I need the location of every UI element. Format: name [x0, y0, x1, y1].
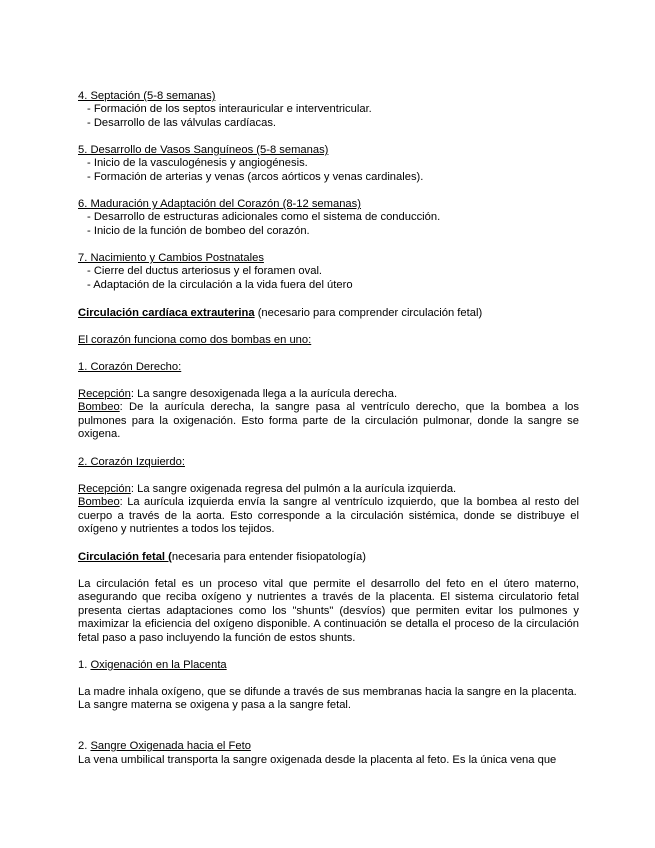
section-heading: 4. Septación (5-8 semanas)	[78, 90, 216, 102]
pump-text: : La aurícula izquierda envía la sangre al ventrículo izquierdo, que la bombea al resto del cuerpo a través de la aorta. Esto corresponde a la circulación sistémica, donde se distribuye el oxígeno y nutrientes a todos los tejidos.	[78, 496, 579, 536]
section-title: Circulación fetal (	[78, 551, 172, 563]
step-title: Sangre Oxigenada hacia el Feto	[90, 740, 251, 752]
reception-text: : La sangre desoxigenada llega a la aurícula derecha.	[130, 388, 398, 400]
step-number: 1.	[78, 659, 91, 671]
section-maturation	[78, 198, 579, 238]
list-item: - Cierre del ductus arteriosus y el foramen oval.	[87, 265, 323, 278]
extrauterine-intro	[78, 334, 579, 347]
fetal-title	[78, 551, 579, 564]
section-vessels	[78, 144, 579, 184]
left-heart-heading	[78, 456, 579, 469]
step-title: Oxigenación en la Placenta	[90, 659, 227, 671]
reception-label: Recepción	[78, 483, 131, 495]
right-heart-heading	[78, 361, 579, 374]
section-heading: 7. Nacimiento y Cambios Postnatales	[78, 252, 264, 264]
list-item: - Adaptación de la circulación a la vida fuera del útero	[87, 278, 353, 291]
section-septation	[78, 90, 579, 130]
pump-text: : De la aurícula derecha, la sangre pasa al ventrículo derecho, que la bombea a los pulmones para la oxigenación. Esto forma parte de la circulación pulmonar, donde la sangre se oxigena.	[78, 401, 579, 441]
reception-label: Recepción	[78, 388, 131, 400]
paragraph: La vena umbilical transporta la sangre oxigenada desde la placenta al feto. Es la única vena que	[78, 754, 557, 766]
subsection-heading: 2. Corazón Izquierdo:	[78, 456, 185, 468]
list-item: - Desarrollo de las válvulas cardíacas.	[87, 116, 277, 129]
list-item: - Desarrollo de estructuras adicionales como el sistema de conducción.	[87, 211, 441, 224]
list-item: - Inicio de la función de bombeo del corazón.	[87, 224, 310, 237]
paragraph: La madre inhala oxígeno, que se difunde a través de sus membranas hacia la sangre en la placenta.	[78, 686, 577, 698]
pump-label: Bombeo	[78, 496, 120, 509]
step2-body	[78, 754, 579, 767]
list-item: - Formación de los septos interauricular e interventricular.	[87, 103, 372, 116]
step2-heading	[78, 740, 579, 753]
extrauterine-title	[78, 307, 579, 320]
right-heart-body	[78, 388, 579, 442]
section-heading: 5. Desarrollo de Vasos Sanguíneos (5-8 semanas)	[78, 144, 329, 156]
fetal-intro	[78, 578, 579, 645]
intro-paragraph: La circulación fetal es un proceso vital que permite el desarrollo del feto en el útero materno, asegurando que reciba oxígeno y nutrientes a través de la placenta. El sistema circulatorio fetal presenta ciertas adaptaciones como los "shunts" (desvíos) que permiten evitar los pulmones y maximizar la eficiencia del oxígeno disponible. A continuación se detalla el proceso de la circulación fetal paso a paso incluyendo la función de estos shunts.	[78, 578, 579, 644]
list-item: - Formación de arterias y venas (arcos aórticos y venas cardinales).	[87, 170, 424, 183]
intro-text: El corazón funciona como dos bombas en uno:	[78, 334, 312, 346]
section-title: Circulación cardíaca extrauterina	[78, 307, 255, 319]
section-heading: 6. Maduración y Adaptación del Corazón (8-12 semanas)	[78, 198, 361, 210]
section-birth	[78, 252, 579, 292]
step-number: 2.	[78, 740, 91, 752]
paragraph: La sangre materna se oxigena y pasa a la sangre fetal.	[78, 699, 352, 712]
left-heart-body	[78, 483, 579, 537]
step1-body	[78, 686, 579, 713]
step1-heading	[78, 659, 579, 672]
subsection-heading: 1. Corazón Derecho:	[78, 361, 182, 373]
pump-label: Bombeo	[78, 401, 120, 414]
list-item: - Inicio de la vasculogénesis y angiogénesis.	[87, 157, 308, 170]
section-subtitle: necesaria para entender fisiopatología)	[171, 551, 366, 563]
section-subtitle: (necesario para comprender circulación fetal)	[254, 307, 483, 319]
reception-text: : La sangre oxigenada regresa del pulmón a la aurícula izquierda.	[130, 483, 457, 495]
